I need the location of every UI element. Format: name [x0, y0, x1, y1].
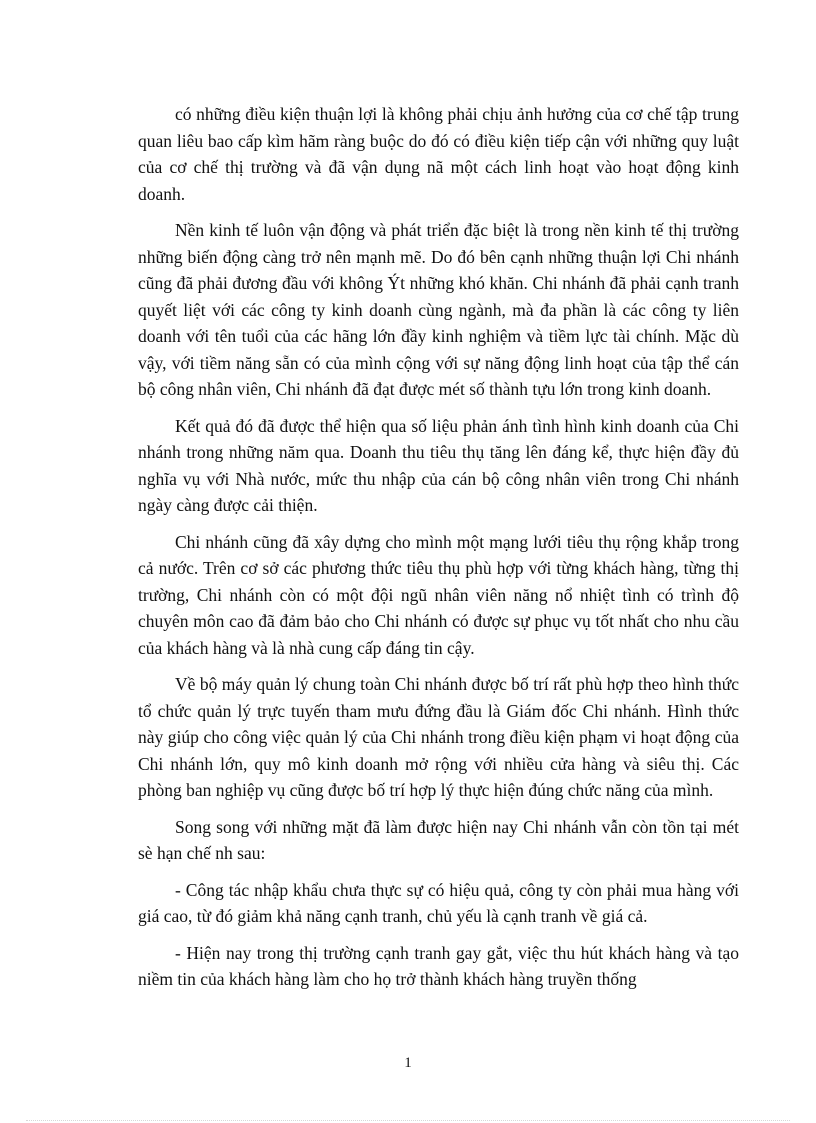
- paragraph: [138, 217, 739, 403]
- paragraph: [138, 814, 739, 867]
- paragraph-text: Chi nhánh cũng đã xây dựng cho mình một mạng lưới tiêu thụ rộng khắp trong cả nước. Trên cơ sở các phương thức tiêu thụ phù hợp với từng khách hàng, từng thị trường, Chi nhánh còn có một đội ngũ nhân viên năng nổ nhiệt tình có trình độ chuyên môn cao đã đảm bảo cho Chi nhánh có được sự phục vụ tốt nhất cho nhu cầu của khách hàng và là nhà cung cấp đáng tin cậy.: [138, 531, 739, 658]
- bullet-paragraph: [138, 877, 739, 930]
- paragraph-text: Nền kinh tế luôn vận động và phát triển đặc biệt là trong nền kinh tế thị trường những biến động càng trở nên mạnh mẽ. Do đó bên cạnh những thuận lợi Chi nhánh cũng đã phải đương đầu với không Ýt những khó khăn. Chi nhánh đã phải cạnh tranh quyết liệt với các công ty kinh doanh cùng ngành, mà đa phần là các công ty liên doanh với tên tuổi của các hãng lớn đầy kinh nghiệm và tiềm lực tài chính. Mặc dù vậy, với tiềm năng sẵn có của mình cộng với sự năng động linh hoạt của tập thể cán bộ công nhân viên, Chi nhánh đã đạt được mét số thành tựu lớn trong kinh doanh.: [138, 220, 739, 399]
- document-body: [138, 101, 739, 1003]
- paragraph-text: - Công tác nhập khẩu chưa thực sự có hiệu quả, công ty còn phải mua hàng với giá cao, từ đó giảm khả năng cạnh tranh, chủ yếu là cạnh tranh về giá cả.: [138, 879, 739, 926]
- paragraph-text: Kết quả đó đã được thể hiện qua số liệu phản ánh tình hình kinh doanh của Chi nhánh trong những năm qua. Doanh thu tiêu thụ tăng lên đáng kể, thực hiện đầy đủ nghĩa vụ với Nhà nước, mức thu nhập của cán bộ công nhân viên trong Chi nhánh ngày càng được cải thiện.: [138, 415, 739, 515]
- paragraph: [138, 529, 739, 662]
- page-number: 1: [404, 1055, 412, 1071]
- paragraph-text: Song song với những mặt đã làm được hiện nay Chi nhánh vẫn còn tồn tại mét sè hạn chế nh sau:: [138, 816, 739, 863]
- paragraph: [138, 413, 739, 519]
- paragraph-text: Về bộ máy quản lý chung toàn Chi nhánh được bố trí rất phù hợp theo hình thức tổ chức quản lý trực tuyến tham mưu đứng đầu là Giám đốc Chi nhánh. Hình thức này giúp cho công việc quản lý của Chi nhánh trong điều kiện phạm vi hoạt động của Chi nhánh lớn, quy mô kinh doanh mở rộng với nhiều cửa hàng và siêu thị. Các phòng ban nghiệp vụ cũng được bố trí hợp lý thực hiện đúng chức năng của mình.: [138, 674, 739, 800]
- bullet-paragraph: [138, 940, 739, 993]
- paragraph-text: - Hiện nay trong thị trường cạnh tranh gay gắt, việc thu hút khách hàng và tạo niềm tin của khách hàng làm cho họ trở thành khách hàng truyền thống: [138, 942, 739, 989]
- paragraph-text: có những điều kiện thuận lợi là không phải chịu ảnh hưởng của cơ chế tập trung quan liêu bao cấp kìm hãm ràng buộc do đó có điều kiện tiếp cận với những quy luật của cơ chế thị trường và đã vận dụng nã một cách linh hoạt vào hoạt động kinh doanh.: [138, 104, 739, 204]
- page-bottom-divider: [26, 1120, 790, 1121]
- paragraph: [138, 101, 739, 207]
- paragraph: [138, 671, 739, 804]
